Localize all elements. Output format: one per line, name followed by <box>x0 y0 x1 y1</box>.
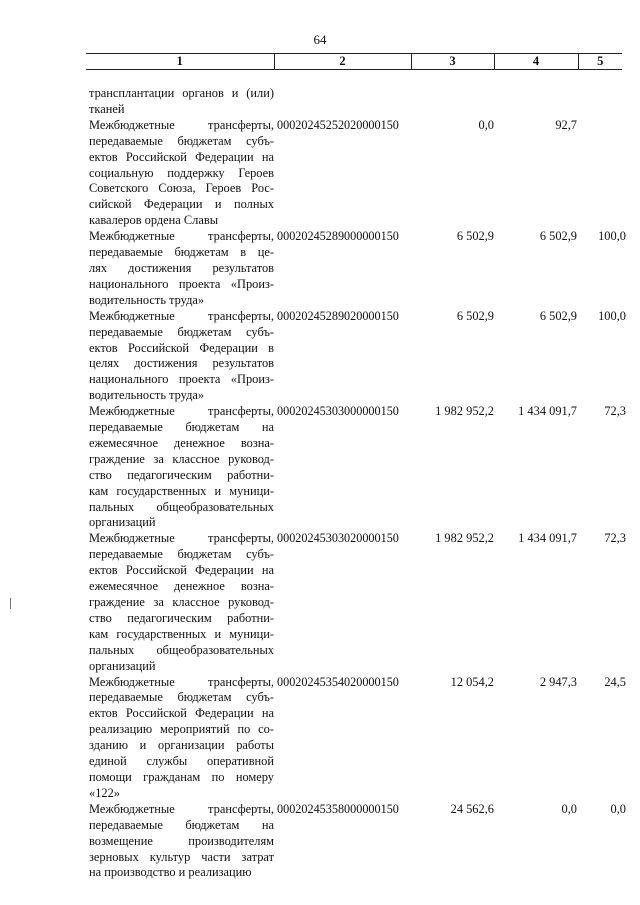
row-description <box>89 802 274 882</box>
row-value-5: 24,5 <box>604 674 626 689</box>
description-line: единой службы оперативной <box>89 754 274 769</box>
row-value-4: 1 434 091,7 <box>518 404 577 419</box>
description-line: передаваемые бюджетам в це- <box>89 245 274 260</box>
description-line: организаций <box>89 658 156 673</box>
row-code: 00020245303020000150 <box>277 531 399 546</box>
description-line: ектов Российской Федерации на <box>89 706 274 721</box>
description-line: Межбюджетные трансферты, <box>89 404 274 419</box>
description-line: передаваемые бюджетам субъ- <box>89 547 274 562</box>
row-value-4: 6 502,9 <box>539 308 577 323</box>
row-value-4: 2 947,3 <box>539 674 577 689</box>
description-line: Межбюджетные трансферты, <box>89 674 274 689</box>
row-value-5: 72,3 <box>604 531 626 546</box>
row-value-4: 92,7 <box>555 117 577 132</box>
description-line: организаций <box>89 515 156 530</box>
description-line: Межбюджетные трансферты, <box>89 117 274 132</box>
description-line: национального проекта «Произ- <box>89 372 274 387</box>
description-line: передаваемые бюджетам на <box>89 817 274 832</box>
description-line: водительность труда» <box>89 292 205 307</box>
row-value-4: 1 434 091,7 <box>518 531 577 546</box>
description-line: ежемесячное денежное возна- <box>89 579 274 594</box>
table-row <box>89 531 629 674</box>
column-header-4: 4 <box>494 54 578 70</box>
description-line: социальную поддержку Героев <box>89 165 274 180</box>
description-line: Межбюджетные трансферты, <box>89 531 274 546</box>
row-description <box>89 404 274 531</box>
description-line: граждение за классное руковод- <box>89 595 274 609</box>
row-code: 00020245354020000150 <box>277 674 399 689</box>
description-line: Межбюджетные трансферты, <box>89 229 274 244</box>
table-row <box>89 309 629 404</box>
description-line: ство педагогическим работни- <box>89 467 274 482</box>
row-value-4: 6 502,9 <box>539 229 577 244</box>
row-description <box>89 675 274 802</box>
description-line: ежемесячное денежное возна- <box>89 435 274 450</box>
table-body <box>89 86 629 881</box>
page-number: 64 <box>313 32 327 47</box>
row-description <box>89 118 274 229</box>
description-line: передаваемые бюджетам субъ- <box>89 690 274 705</box>
description-line: кавалеров ордена Славы <box>89 213 219 228</box>
description-line: Советского Союза, Героев Рос- <box>89 181 274 196</box>
description-line: Межбюджетные трансферты, <box>89 308 274 323</box>
description-line: национального проекта «Произ- <box>89 276 274 291</box>
row-code: 00020245289000000150 <box>277 229 399 244</box>
row-description <box>89 229 274 309</box>
description-line: зданию и организации работы <box>89 738 274 753</box>
row-value-3: 24 562,6 <box>450 801 494 816</box>
description-line: водительность труда» <box>89 388 205 403</box>
row-value-3: 12 054,2 <box>450 674 494 689</box>
description-line: ектов Российской Федерации на <box>89 149 274 164</box>
scan-margin-mark <box>10 598 11 609</box>
description-line: кам государственных и муници- <box>89 626 274 641</box>
description-line: пальных общеобразовательных <box>89 642 274 657</box>
description-line: пальных общеобразовательных <box>89 499 274 514</box>
row-code: 00020245252020000150 <box>277 117 399 132</box>
row-code: 00020245303000000150 <box>277 404 399 419</box>
description-line: передаваемые бюджетам субъ- <box>89 324 274 339</box>
description-line: ектов Российской Федерации в <box>89 340 274 355</box>
description-line: на производство и реализацию <box>89 865 252 880</box>
row-value-3: 6 502,9 <box>456 229 494 244</box>
row-value-3: 1 982 952,2 <box>435 531 494 546</box>
table-row <box>89 404 629 531</box>
table-row <box>89 86 629 118</box>
description-line: передаваемые бюджетам субъ- <box>89 133 274 148</box>
row-value-5: 100,0 <box>598 308 626 323</box>
description-line: «122» <box>89 785 120 800</box>
row-value-5: 72,3 <box>604 404 626 419</box>
row-value-3: 1 982 952,2 <box>435 404 494 419</box>
column-header-1: 1 <box>86 54 274 70</box>
row-description <box>89 531 274 674</box>
column-header-3: 3 <box>411 54 494 70</box>
row-code: 00020245358000000150 <box>277 801 399 816</box>
row-value-3: 6 502,9 <box>456 308 494 323</box>
description-line: зерновых культур части затрат <box>89 849 274 864</box>
description-line: реализацию мероприятий по со- <box>89 722 274 737</box>
description-line: ектов Российской Федерации на <box>89 563 274 578</box>
description-line: кам государственных и муници- <box>89 483 274 498</box>
table-row <box>89 675 629 802</box>
row-value-3: 0,0 <box>478 117 494 132</box>
table-row <box>89 802 629 882</box>
description-line: лях достижения результатов <box>89 260 274 275</box>
row-value-5: 0,0 <box>610 801 626 816</box>
description-line: сийской Федерации и полных <box>89 197 274 212</box>
description-line: Межбюджетные трансферты, <box>89 801 274 816</box>
column-header-row <box>86 54 622 70</box>
description-line: помощи гражданам по номеру <box>89 769 274 784</box>
description-line: целях достижения результатов <box>89 356 274 371</box>
table-row <box>89 229 629 309</box>
row-value-5: 100,0 <box>598 229 626 244</box>
column-header-table <box>86 53 622 70</box>
row-code: 00020245289020000150 <box>277 308 399 323</box>
description-line: передаваемые бюджетам на <box>89 420 274 435</box>
column-header-5: 5 <box>578 54 622 70</box>
description-line: ство педагогическим работни- <box>89 610 274 625</box>
description-line: граждение за классное руковод- <box>89 451 274 466</box>
description-line: трансплантации органов и (или) <box>89 86 274 100</box>
row-value-4: 0,0 <box>561 801 577 816</box>
row-description <box>89 309 274 404</box>
column-header-2: 2 <box>274 54 411 70</box>
row-description <box>89 86 274 118</box>
table-row <box>89 118 629 229</box>
description-line: тканей <box>89 101 125 116</box>
description-line: возмещение производителям <box>89 833 274 848</box>
